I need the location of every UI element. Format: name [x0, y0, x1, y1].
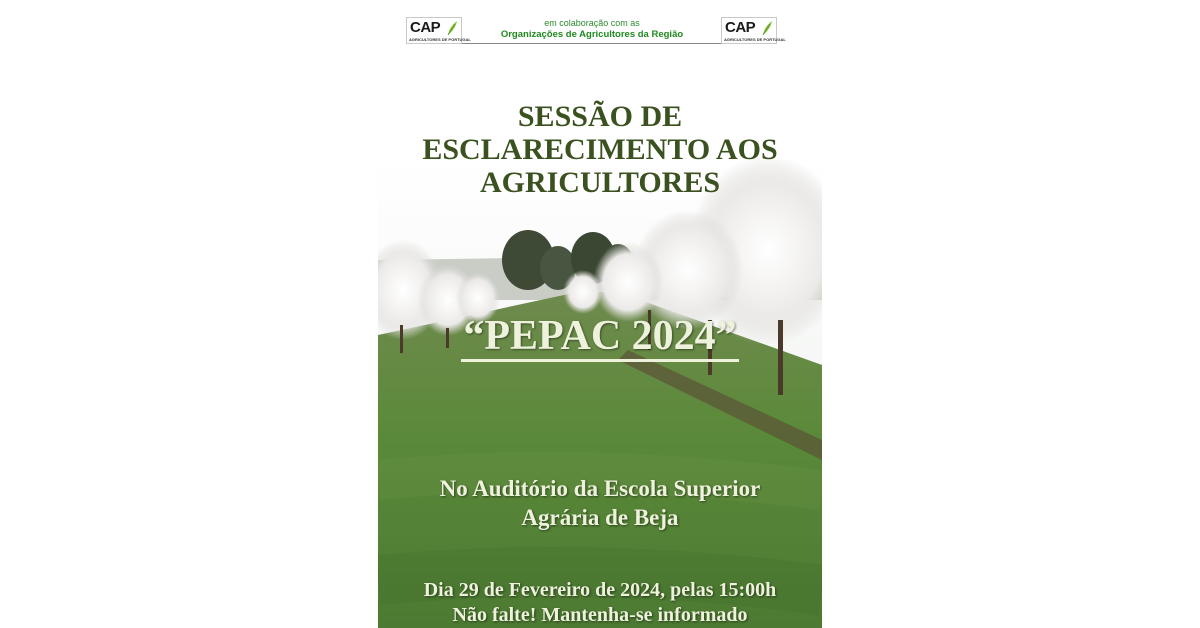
- logo-tagline: AGRICULTORES DE PORTUGAL: [724, 37, 786, 42]
- orchard-illustration: [378, 160, 822, 628]
- cap-logo-left: [406, 17, 471, 44]
- wheat-leaf-icon: [445, 20, 459, 36]
- title-line: ESCLARECIMENTO AOS: [422, 133, 778, 166]
- date-text: [378, 578, 822, 628]
- header-divider: [462, 43, 721, 44]
- cap-logo-right: [721, 17, 786, 44]
- orchard-photo: [378, 160, 822, 628]
- date-line: Dia 29 de Fevereiro de 2024, pelas 15:00h: [423, 579, 777, 601]
- venue-line: No Auditório da Escola Superior: [439, 476, 761, 501]
- logo-brand: CAP: [725, 19, 756, 36]
- program-heading: [378, 312, 822, 360]
- reminder-line: Não falte! Mantenha-se informado: [452, 604, 748, 626]
- logo-brand: CAP: [410, 19, 441, 36]
- organizations-text: Organizações de Agricultores da Região: [500, 29, 684, 40]
- venue-line: Agrária de Beja: [521, 505, 679, 530]
- venue-text: [378, 474, 822, 532]
- collaboration-text: em colaboração com as: [544, 18, 640, 28]
- title-line: AGRICULTORES: [479, 166, 721, 199]
- title-line: SESSÃO DE: [517, 100, 683, 133]
- session-title: [378, 100, 822, 199]
- logo-tagline: AGRICULTORES DE PORTUGAL: [409, 37, 471, 42]
- program-name: “PEPAC 2024”: [461, 313, 738, 362]
- wheat-leaf-icon: [760, 20, 774, 36]
